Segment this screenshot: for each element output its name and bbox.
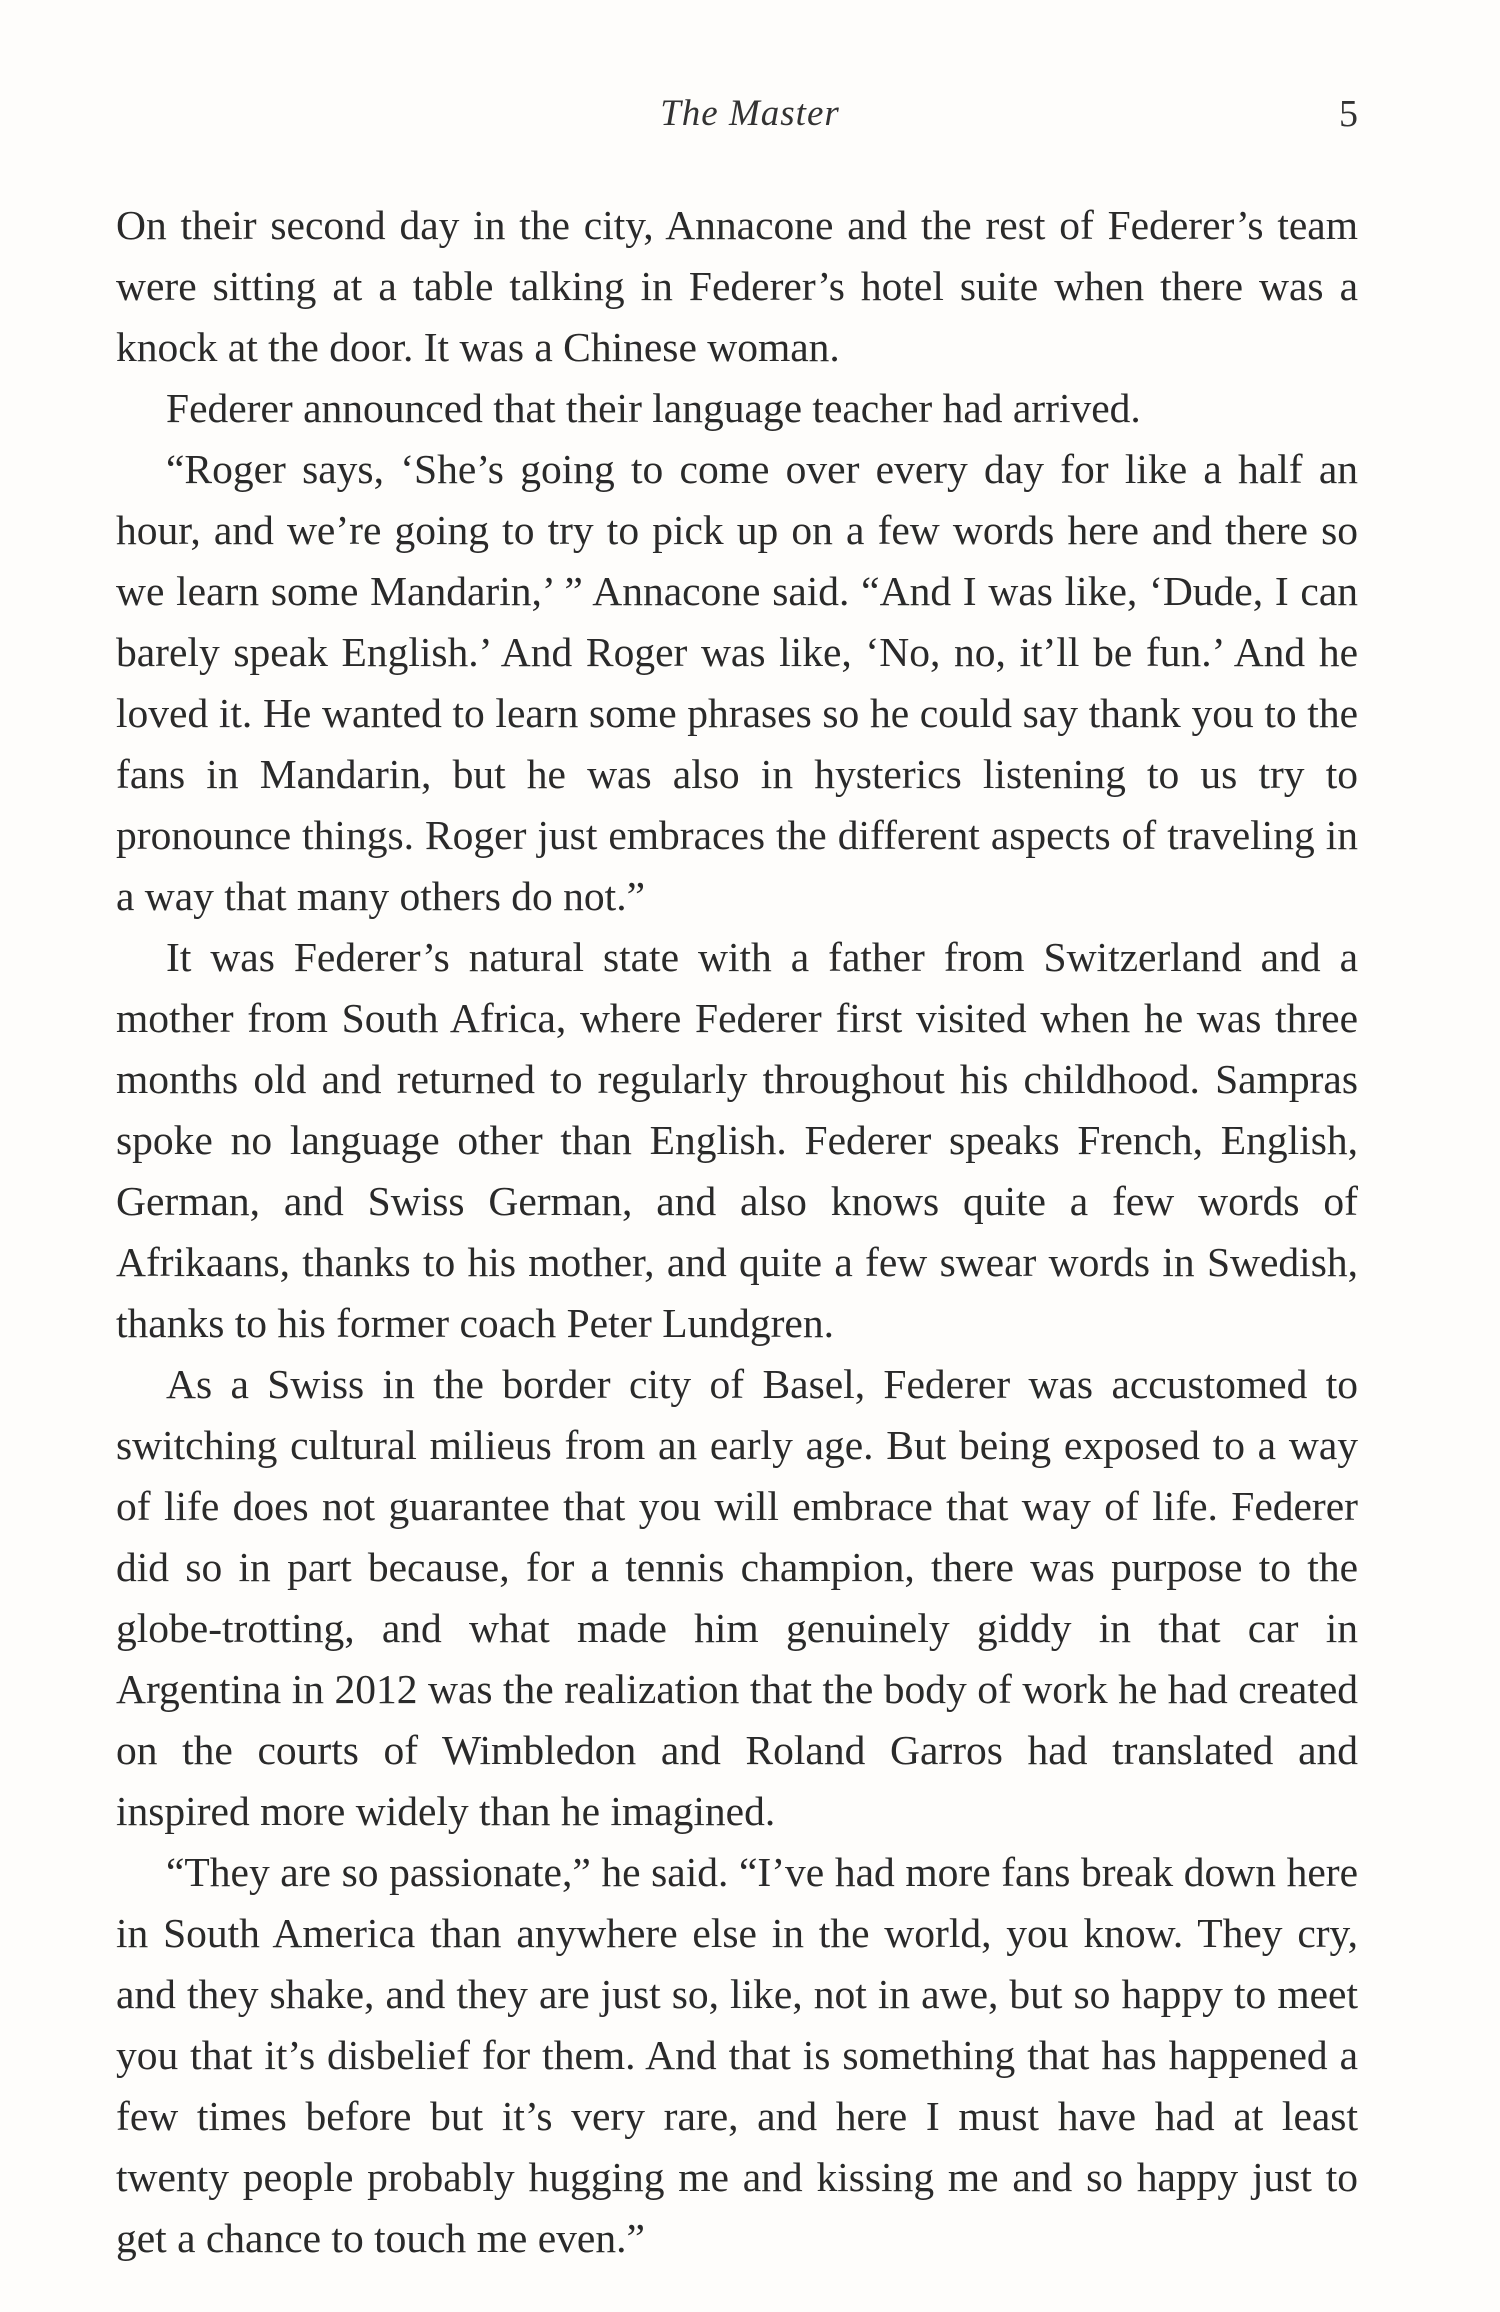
paragraph-2: Federer announced that their language teacher had arrived. — [166, 385, 1141, 431]
paragraph-6: “They are so passionate,” he said. “I’ve had more fans break down here in South America than anywhere else in the world, you know. They cry, and they shake, and they are just so, like, not in awe, but so happy to meet you that it’s disbelief for them. And that is something that has happened a few times before but it’s very rare, and here I must have had at least twenty people probably hugging me and kissing me and so happy just to get a chance to touch me even.” — [116, 1849, 1358, 2261]
running-header — [0, 84, 1500, 144]
running-title: The Master — [660, 93, 840, 134]
page-number: 5 — [1339, 93, 1358, 135]
body-text — [116, 195, 1358, 2269]
paragraph-5: As a Swiss in the border city of Basel, Federer was accustomed to switching cultural milieus from an early age. But being exposed to a way of life does not guarantee that you will embrace that way of life. Federer did so in part because, for a tennis champion, there was purpose to the globe-trotting, and what made him genuinely giddy in that car in Argentina in 2012 was the realization that the body of work he had created on the courts of Wimbledon and Roland Garros had translated and inspired more widely than he imagined. — [116, 1361, 1358, 1834]
paragraph-4: It was Federer’s natural state with a father from Switzerland and a mother from South Africa, where Federer first visited when he was three months old and returned to regularly throughout his childhood. Sampras spoke no language other than English. Federer speaks French, English, German, and Swiss German, and also knows quite a few words of Afrikaans, thanks to his mother, and quite a few swear words in Swedish, thanks to his former coach Peter Lundgren. — [116, 934, 1358, 1346]
paragraph-3: “Roger says, ‘She’s going to come over every day for like a half an hour, and we’re going to try to pick up on a few words here and there so we learn some Mandarin,’ ” Annacone said. “And I was like, ‘Dude, I can barely speak English.’ And Roger was like, ‘No, no, it’ll be fun.’ And he loved it. He wanted to learn some phrases so he could say thank you to the fans in Mandarin, but he was also in hysterics listening to us try to pronounce things. Roger just embraces the different aspects of traveling in a way that many others do not.” — [116, 446, 1358, 919]
paragraph-1: On their second day in the city, Annacone and the rest of Federer’s team were sitting at a table talking in Federer’s hotel suite when there was a knock at the door. It was a Chinese woman. — [116, 202, 1358, 370]
